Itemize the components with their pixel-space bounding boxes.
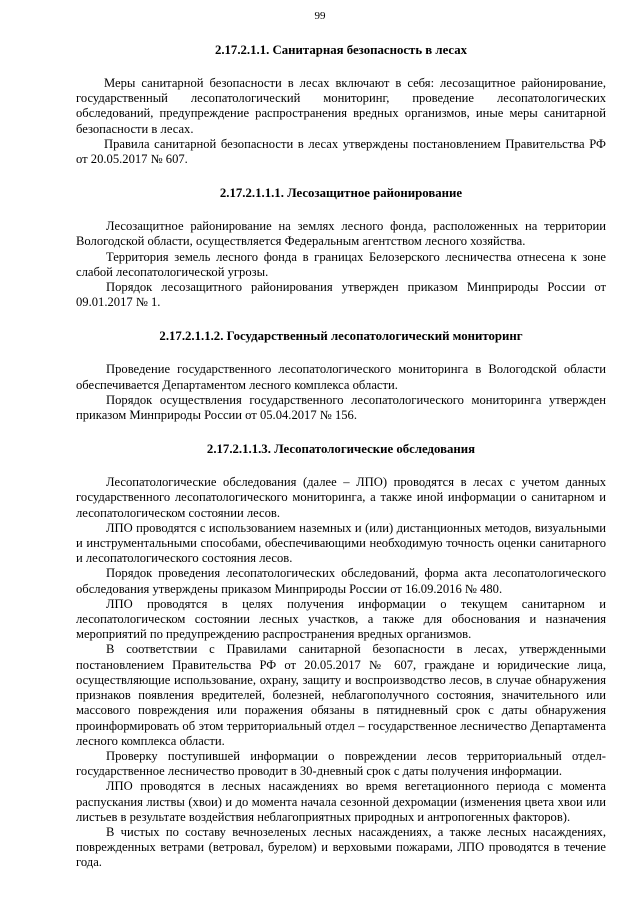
section-heading: 2.17.2.1.1.3. Лесопатологические обследования <box>206 442 476 457</box>
section-heading: 2.17.2.1.1.2. Государственный лесопатологический мониторинг <box>159 329 523 344</box>
paragraph: Порядок проведения лесопатологических обследований, форма акта лесопатологического обследования утверждены приказом Минприроды России от 16.09.2016 № 480. <box>76 566 606 596</box>
paragraph: Лесозащитное районирование на землях лесного фонда, расположенных на территории Вологодской области, осуществляется Федеральным агентством лесного хозяйства. <box>76 219 606 249</box>
paragraph: В соответствии с Правилами санитарной безопасности в лесах, утвержденными постановлением Правительства РФ от 20.05.2017 № 607, граждане и юридические лица, осуществляющие использование, охрану, защиту и воспроизводство лесов, в случае обнаружения признаков появления вредителей, болезней, неблагополучного состояния, значительного или массового повреждения или поражения обязаны в пятидневный срок с даты обнаружения проинформировать об этом территориальный отдел – государственное лесничество Департамента лесного комплекса области. <box>76 642 606 748</box>
section-heading: 2.17.2.1.1. Санитарная безопасность в лесах <box>214 43 468 57</box>
paragraph: ЛПО проводятся в целях получения информации о текущем санитарном и лесопатологическом состоянии лесных участков, а также для обоснования и назначения мероприятий по предупреждению распространения вредных организмов. <box>76 596 606 642</box>
paragraph: Порядок осуществления государственного лесопатологического мониторинга утвержден приказом Минприроды России от 05.04.2017 № 156. <box>76 392 606 423</box>
paragraph: ЛПО проводятся в лесных насаждениях во время вегетационного периода с момента распускания листвы (хвои) и до момента начала сезонной дехромации (изменения цвета хвои или листьев в результате воздействия неблагоприятных природных и антропогенных факторов). <box>76 779 606 824</box>
paragraph: ЛПО проводятся с использованием наземных и (или) дистанционных методов, визуальными и инструментальными способами, обеспечивающими необходимую точность оценки санитарного и лесопатологического состояния лесов. <box>76 520 606 566</box>
section-sanitary-safety <box>76 42 606 167</box>
paragraph: Меры санитарной безопасности в лесах включают в себя: лесозащитное районирование, государственный лесопатологический мониторинг, проведение лесопатологических обследований, предупреждение распространения вредных организмов, иные меры санитарной безопасности в лесах. <box>76 76 606 136</box>
section-pathology-surveys <box>76 441 606 870</box>
paragraph: Проведение государственного лесопатологического мониторинга в Вологодской области обеспечивается Департаментом лесного комплекса области. <box>76 362 606 392</box>
paragraph: Порядок лесозащитного районирования утвержден приказом Минприроды России от 09.01.2017 № 1. <box>76 280 606 310</box>
page-content <box>76 42 606 871</box>
paragraph: Правила санитарной безопасности в лесах утверждены постановлением Правительства РФ от 20.05.2017 № 607. <box>76 136 606 167</box>
page-number: 99 <box>314 10 326 22</box>
paragraph: В чистых по составу вечнозеленых лесных насаждениях, а также лесных насаждениях, поврежденных ветрами (ветровал, бурелом) и верховыми пожарами, ЛПО проводятся в течение года. <box>76 824 606 870</box>
section-forest-protection-zoning <box>76 185 606 310</box>
section-heading: 2.17.2.1.1.1. Лесозащитное районирование <box>219 186 463 201</box>
paragraph: Лесопатологические обследования (далее – ЛПО) проводятся в лесах с учетом данных государственного лесопатологического мониторинга, а также иной информации о санитарном и лесопатологическом состоянии лесов. <box>76 475 606 520</box>
paragraph: Проверку поступившей информации о повреждении лесов территориальный отдел-государственное лесничество проводит в 30-дневный срок с даты получения информации. <box>76 748 606 779</box>
section-pathology-monitoring <box>76 328 606 423</box>
paragraph: Территория земель лесного фонда в границах Белозерского лесничества отнесена к зоне слабой лесопатологической угрозы. <box>76 249 606 279</box>
